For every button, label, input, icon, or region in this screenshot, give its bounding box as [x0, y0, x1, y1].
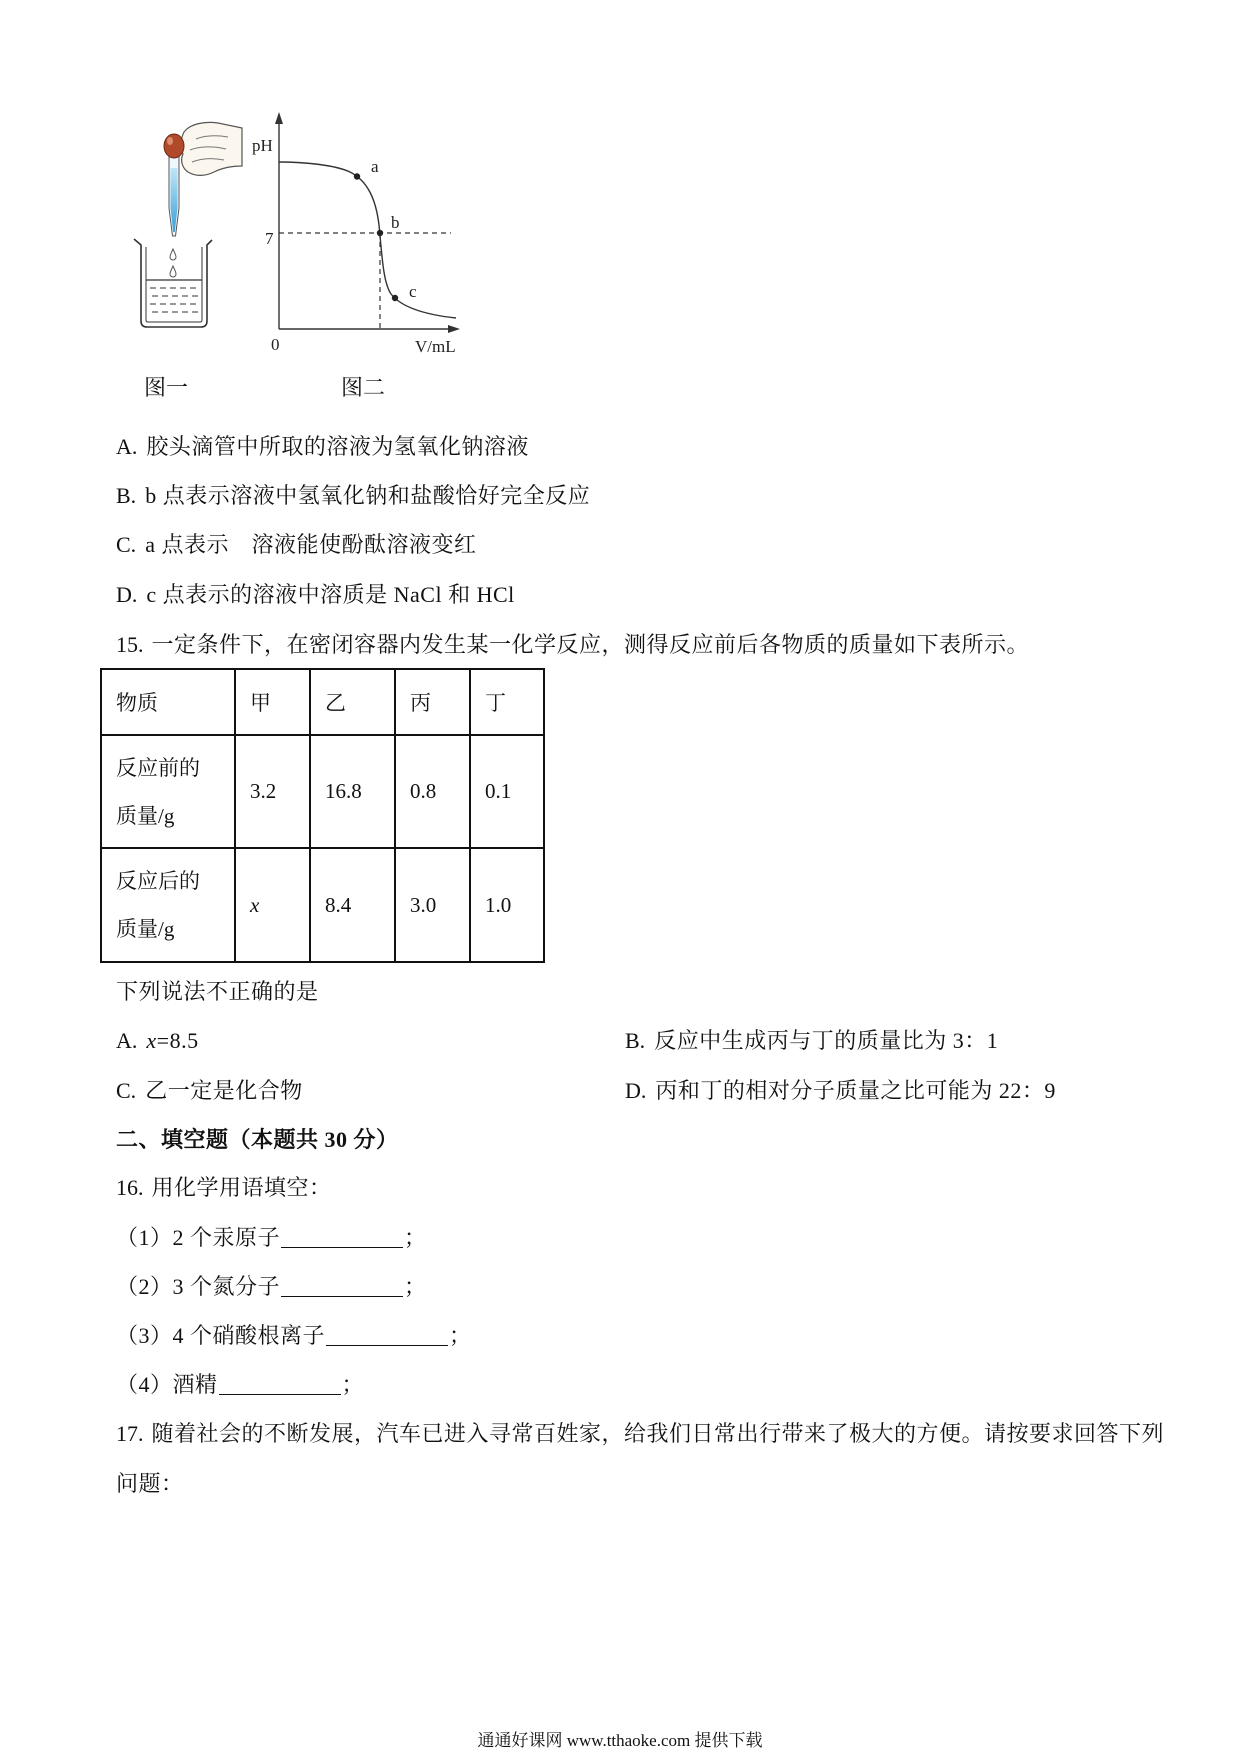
droplet-icon — [170, 249, 176, 277]
figure2-ph-curve — [240, 100, 480, 360]
table-cell: 3.0 — [395, 848, 470, 962]
question-number: 16. — [116, 1175, 144, 1200]
answer-blank — [281, 1225, 403, 1248]
table-row — [101, 735, 544, 848]
option-label: D. — [625, 1078, 647, 1103]
row-label-cell — [101, 735, 235, 848]
dropper-icon — [164, 134, 184, 236]
item-text: 酒精 — [172, 1372, 218, 1397]
table-header-row — [101, 669, 544, 735]
table-cell: x — [235, 848, 310, 962]
item-text: 3 个氮分子 — [172, 1274, 281, 1299]
item-text: 4 个硝酸根离子 — [172, 1323, 326, 1348]
option-text: a 点表示 溶液能使酚酞溶液变红 — [145, 532, 477, 557]
item-end: ； — [404, 1225, 427, 1250]
q15-option-a — [116, 1028, 199, 1054]
y-axis-label: pH — [252, 136, 273, 155]
q15-option-c — [116, 1078, 303, 1104]
option-label: B. — [116, 483, 137, 508]
question-text: 随着社会的不断发展，汽车已进入寻常百姓家，给我们日常出行带来了极大的方便。请按要求回答下列 — [151, 1421, 1165, 1446]
ph7-tick-label: 7 — [265, 229, 274, 248]
table-cell: 1.0 — [470, 848, 544, 962]
q16-item-3 — [116, 1323, 472, 1349]
option-text: 丙和丁的相对分子质量之比可能为 22：9 — [655, 1078, 1056, 1103]
option-label: C. — [116, 1078, 137, 1103]
row-label-cell — [101, 848, 235, 962]
table-row — [101, 848, 544, 962]
option-label: A. — [116, 434, 138, 459]
answer-blank — [219, 1372, 341, 1395]
x-axis-label: V/mL — [415, 337, 456, 356]
question-number: 15. — [116, 632, 144, 657]
figure1-dropper-beaker — [128, 110, 248, 335]
table-cell: 0.1 — [470, 735, 544, 848]
q16-stem — [116, 1175, 332, 1201]
q14-option-b — [116, 483, 590, 509]
answer-blank — [281, 1274, 403, 1297]
item-end: ； — [404, 1274, 427, 1299]
option-label: D. — [116, 582, 138, 607]
mass-table — [100, 668, 545, 963]
table-header-cell: 甲 — [235, 669, 310, 735]
item-index: （1） — [116, 1225, 173, 1250]
table-header-cell: 丁 — [470, 669, 544, 735]
item-end: ； — [449, 1323, 472, 1348]
answer-blank — [326, 1323, 448, 1346]
q17-stem-line-2: 问题： — [116, 1471, 184, 1496]
point-c — [392, 295, 398, 301]
table-cell: 8.4 — [310, 848, 395, 962]
origin-label: 0 — [271, 335, 280, 354]
q14-option-d — [116, 582, 515, 608]
x-axis-arrow-icon — [448, 325, 460, 333]
table-header-cell: 乙 — [310, 669, 395, 735]
y-axis-arrow-icon — [275, 112, 283, 124]
point-a — [354, 173, 360, 179]
figure1-caption: 图一 — [144, 375, 189, 400]
section-heading: 二、填空题（本题共 30 分） — [116, 1127, 399, 1152]
question-text: 用化学用语填空： — [151, 1175, 332, 1200]
item-end: ； — [341, 1372, 365, 1397]
option-label: C. — [116, 532, 137, 557]
option-variable: x — [146, 1028, 157, 1053]
q16-item-1 — [116, 1225, 427, 1251]
point-a-label: a — [371, 157, 379, 176]
option-text: b 点表示溶液中氢氧化钠和盐酸恰好完全反应 — [145, 483, 591, 508]
point-b — [377, 230, 383, 236]
q15-option-b — [625, 1028, 998, 1054]
row-label-line: 质量/g — [116, 917, 175, 941]
q14-option-a — [116, 434, 529, 460]
table-header-cell: 丙 — [395, 669, 470, 735]
item-index: （3） — [116, 1323, 173, 1348]
q16-item-4 — [116, 1372, 364, 1398]
option-text: 反应中生成丙与丁的质量比为 3：1 — [654, 1028, 999, 1053]
q17-stem-line-1 — [116, 1421, 1164, 1447]
option-text: c 点表示的溶液中溶质是 NaCl 和 HCl — [146, 582, 515, 607]
option-text: 胶头滴管中所取的溶液为氢氧化钠溶液 — [146, 434, 529, 459]
q14-option-c — [116, 532, 476, 558]
table-header-cell: 物质 — [101, 669, 235, 735]
row-label-line: 反应前的 — [116, 755, 200, 780]
q15-stem — [116, 632, 1029, 658]
row-label-line: 反应后的 — [116, 869, 200, 893]
hand-icon — [181, 122, 242, 175]
q15-option-d — [625, 1078, 1056, 1104]
figure2-caption: 图二 — [341, 375, 386, 400]
q16-item-2 — [116, 1274, 427, 1300]
point-b-label: b — [391, 213, 400, 232]
ph-curve — [279, 162, 456, 318]
page-footer: 通通好课网 www.tthaoke.com 提供下载 — [477, 1731, 763, 1750]
question-number: 17. — [116, 1421, 144, 1446]
option-label: A. — [116, 1028, 138, 1053]
question-text: 一定条件下，在密闭容器内发生某一化学反应，测得反应前后各物质的质量如下表所示。 — [151, 632, 1030, 657]
table-cell: 3.2 — [235, 735, 310, 848]
option-text: 乙一定是化合物 — [145, 1078, 303, 1103]
q15-prompt: 下列说法不正确的是 — [116, 979, 319, 1004]
row-label-line: 质量/g — [116, 803, 175, 828]
item-text: 2 个汞原子 — [172, 1225, 281, 1250]
point-c-label: c — [409, 282, 417, 301]
option-text: =8.5 — [156, 1028, 199, 1053]
table-cell: 16.8 — [310, 735, 395, 848]
item-index: （2） — [116, 1274, 173, 1299]
item-index: （4） — [116, 1372, 173, 1397]
table-cell: 0.8 — [395, 735, 470, 848]
option-label: B. — [625, 1028, 646, 1053]
